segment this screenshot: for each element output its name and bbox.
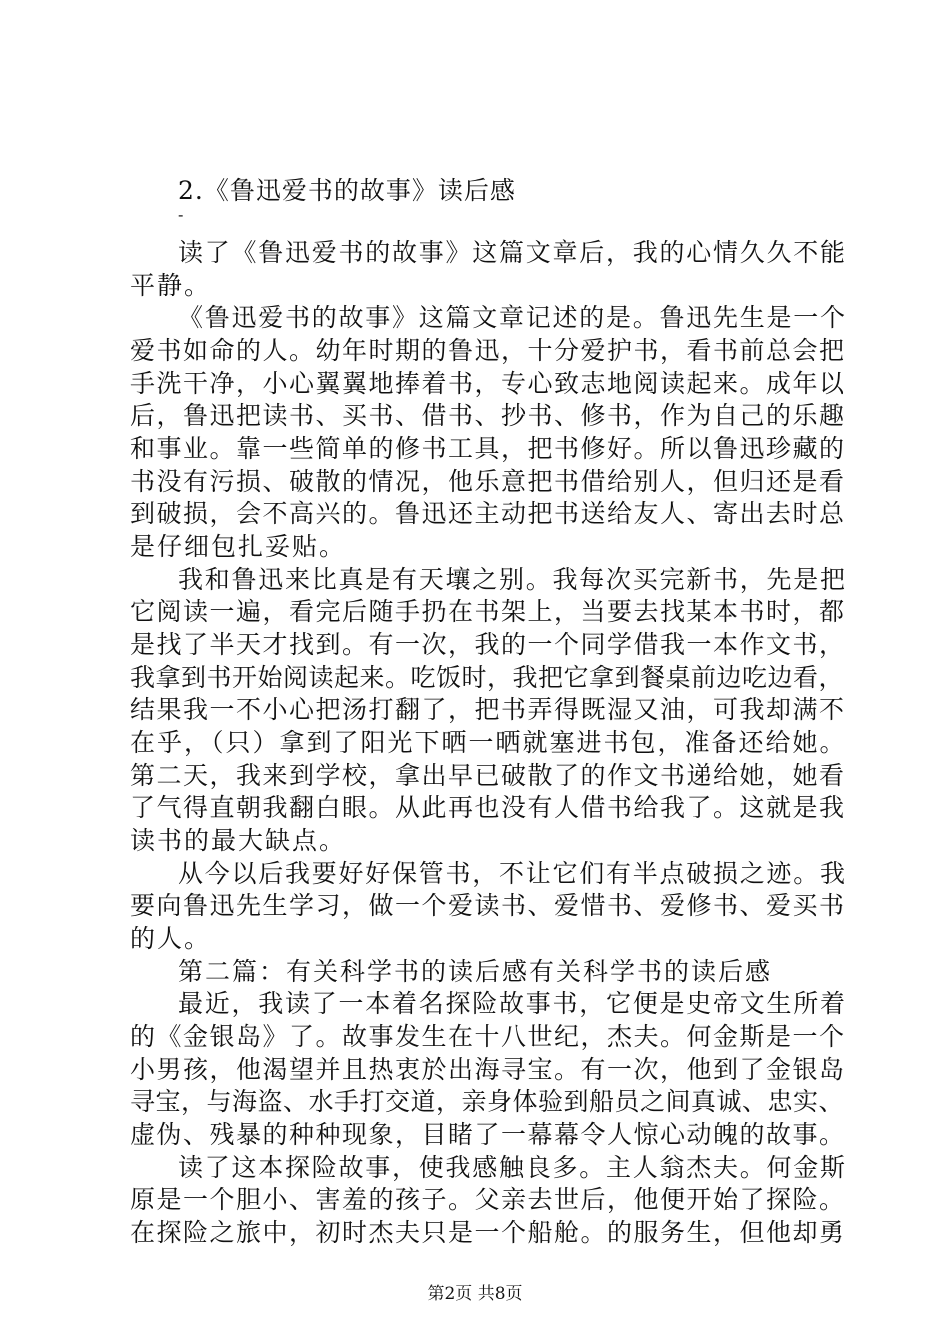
text-line: 第二天，我来到学校，拿出早已破散了的作文书递给她，她看 [130, 761, 846, 790]
title-dash: - [178, 205, 184, 224]
text-line: 在探险之旅中，初时杰夫只是一个船舱。的服务生，但他却勇 [130, 1218, 846, 1247]
text-line: 是找了半天才找到。有一次，我的一个同学借我一本作文书， [130, 630, 846, 659]
text-line: 原是一个胆小、害羞的孩子。父亲去世后，他便开始了探险。 [130, 1185, 846, 1214]
text-line: 和事业。靠一些简单的修书工具，把书修好。所以鲁迅珍藏的 [130, 434, 846, 463]
text-line: 是仔细包扎妥贴。 [130, 532, 347, 561]
text-line: 从今以后我要好好保管书，不让它们有半点破损之迹。我 [178, 859, 847, 888]
text-line: 平静。 [130, 271, 212, 300]
text-line: 在乎，（只）拿到了阳光下晒一晒就塞进书包，准备还给她。 [130, 728, 847, 757]
text-line: 手洗干净，小心翼翼地捧着书，专心致志地阅读起来。成年以 [130, 369, 846, 398]
text-line: 读了这本探险故事，使我感触良多。主人翁杰夫。何金斯 [178, 1153, 847, 1182]
text-line: 《鲁迅爱书的故事》这篇文章记述的是。鲁迅先生是一个 [178, 303, 847, 332]
text-line: 要向鲁迅先生学习，做一个爱读书、爱惜书、爱修书、爱买书 [130, 891, 846, 920]
text-line: 到破损，会不高兴的。鲁迅还主动把书送给友人、寄出去时总 [130, 499, 846, 528]
text-line: 寻宝，与海盗、水手打交道，亲身体验到船员之间真诚、忠实、 [130, 1087, 845, 1116]
text-line: 后，鲁迅把读书、买书、借书、抄书、修书，作为自己的乐趣 [130, 401, 846, 430]
page-footer: 第2页 共8页 [427, 1284, 523, 1304]
text-line: 书没有污损、破散的情况，他乐意把书借给别人，但归还是看 [130, 467, 846, 496]
text-line: 读了《鲁迅爱书的故事》这篇文章后，我的心情久久不能 [178, 238, 847, 267]
text-line: 我拿到书开始阅读起来。吃饭时，我把它拿到餐桌前边吃边看， [130, 663, 845, 692]
text-line: 读书的最大缺点。 [130, 826, 347, 855]
text-line: 最近，我读了一本着名探险故事书，它便是史帝文生所着 [178, 989, 847, 1018]
article-title: 2.《鲁迅爱书的故事》读后感 [178, 176, 516, 205]
text-line: 它阅读一遍，看完后随手扔在书架上，当要去找某本书时，都 [130, 597, 846, 626]
text-line: 我和鲁迅来比真是有天壤之别。我每次买完新书，先是把 [178, 565, 847, 594]
text-line: 小男孩，他渴望并且热衷於出海寻宝。有一次，他到了金银岛 [130, 1055, 846, 1084]
text-line: 结果我一不小心把汤打翻了，把书弄得既湿又油，可我却满不 [130, 695, 846, 724]
text-line: 的人。 [130, 924, 212, 953]
text-line: 爱书如命的人。幼年时期的鲁迅，十分爱护书，看书前总会把 [130, 336, 846, 365]
text-line: 虚伪、残暴的种种现象，目睹了一幕幕令人惊心动魄的故事。 [130, 1120, 846, 1149]
text-line: 了气得直朝我翻白眼。从此再也没有人借书给我了。这就是我 [130, 793, 846, 822]
section-heading: 第二篇：有关科学书的读后感有关科学书的读后感 [178, 957, 773, 986]
text-line: 的《金银岛》了。故事发生在十八世纪，杰夫。何金斯是一个 [130, 1022, 846, 1051]
